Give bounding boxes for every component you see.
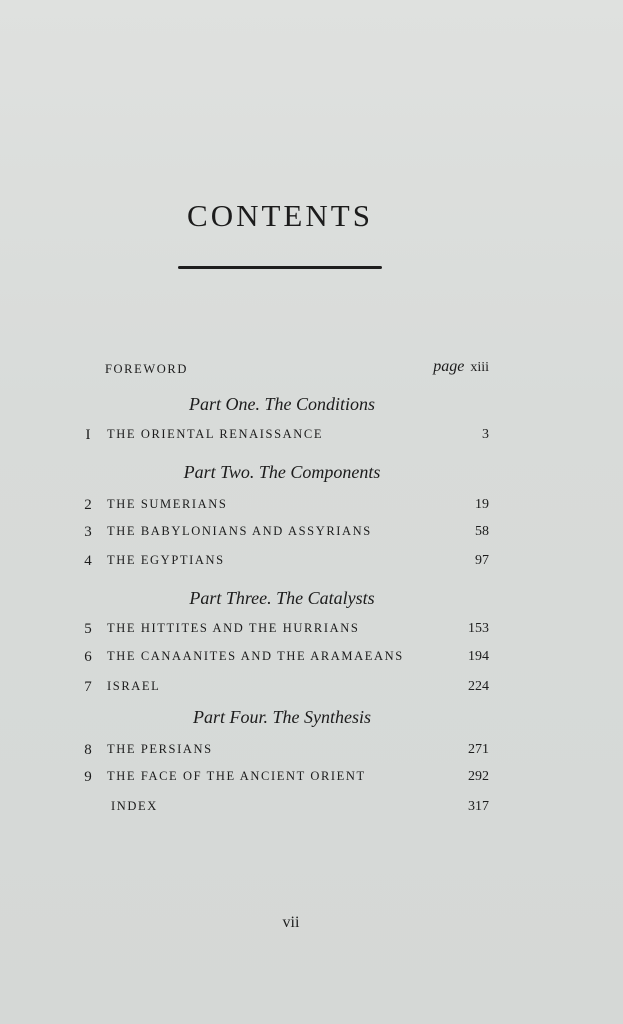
toc-row[interactable] [0, 769, 623, 791]
chapter-title: THE FACE OF THE ANCIENT ORIENT [107, 769, 366, 783]
title-rule [178, 266, 382, 269]
chapter-number: 9 [84, 769, 92, 785]
index-label: INDEX [111, 799, 158, 813]
chapter-title: THE ORIENTAL RENAISSANCE [107, 427, 324, 441]
chapter-page: 224 [468, 679, 489, 694]
page-folio: vii [282, 914, 300, 931]
toc-row[interactable] [0, 621, 623, 643]
chapter-page: 19 [475, 497, 489, 512]
chapter-page: 153 [468, 621, 489, 636]
toc-row[interactable] [0, 742, 623, 764]
toc-row[interactable] [0, 679, 623, 701]
chapter-title: THE HITTITES AND THE HURRIANS [107, 621, 360, 635]
chapter-title: THE CANAANITES AND THE ARAMAEANS [107, 649, 404, 663]
chapter-page: 97 [475, 553, 489, 568]
chapter-number: 7 [84, 679, 92, 695]
chapter-number: 3 [84, 524, 92, 540]
chapter-number: 2 [84, 497, 92, 513]
part-heading: Part Two. The Components [183, 462, 381, 482]
toc-row[interactable] [0, 524, 623, 546]
toc-row[interactable] [0, 497, 623, 519]
chapter-page: 3 [482, 427, 489, 442]
chapter-title: THE BABYLONIANS AND ASSYRIANS [107, 524, 372, 538]
chapter-number: 6 [84, 649, 92, 665]
toc-row[interactable] [0, 553, 623, 575]
contents-title: CONTENTS [187, 198, 373, 233]
foreword-row[interactable] [0, 358, 623, 384]
toc-row[interactable] [0, 649, 623, 671]
chapter-number: I [85, 427, 91, 443]
foreword-page: page xiii [433, 358, 489, 375]
chapter-page: 58 [475, 524, 489, 539]
foreword-label: FOREWORD [105, 362, 188, 376]
chapter-number: 4 [84, 553, 92, 569]
part-heading: Part Four. The Synthesis [193, 707, 371, 727]
chapter-number: 8 [84, 742, 92, 758]
toc-row[interactable] [0, 427, 623, 449]
chapter-page: 292 [468, 769, 489, 784]
index-row[interactable] [0, 799, 623, 821]
part-heading: Part One. The Conditions [188, 394, 375, 414]
chapter-page: 194 [468, 649, 489, 664]
index-page: 317 [468, 799, 489, 814]
chapter-title: ISRAEL [107, 679, 161, 693]
chapter-page: 271 [468, 742, 489, 757]
chapter-title: THE SUMERIANS [107, 497, 228, 511]
chapter-title: THE PERSIANS [107, 742, 213, 756]
part-heading: Part Three. The Catalysts [189, 588, 375, 608]
chapter-title: THE EGYPTIANS [107, 553, 225, 567]
chapter-number: 5 [84, 621, 92, 637]
